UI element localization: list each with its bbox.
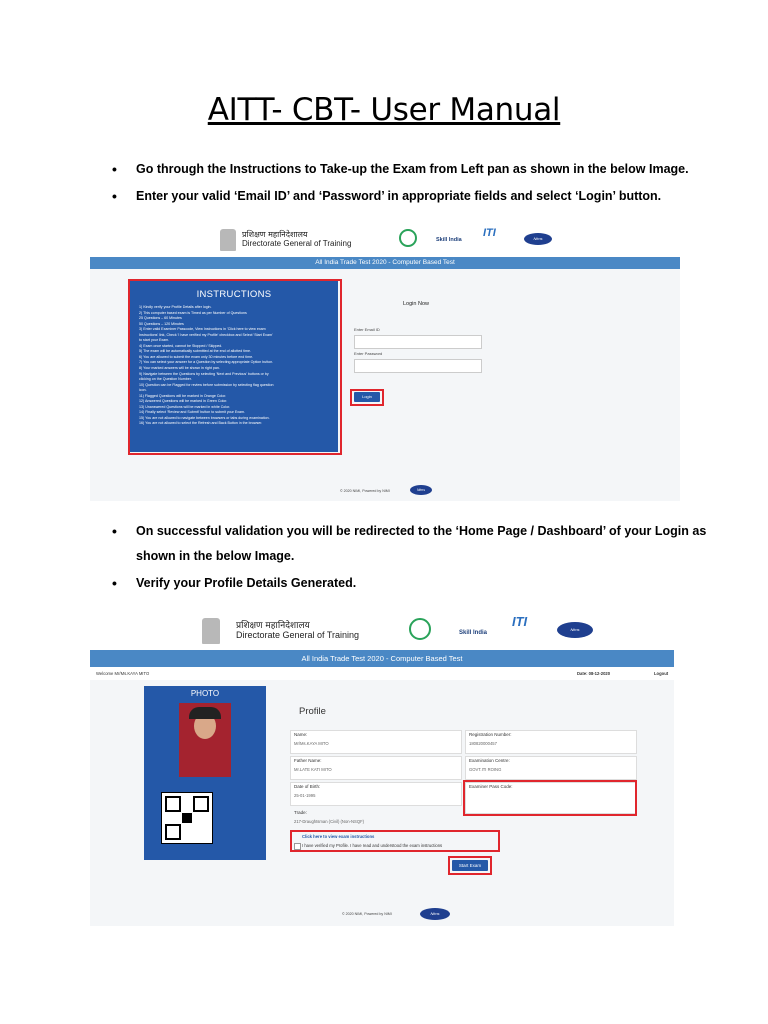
instruction-line: 4) Exam once started, cannot be Stopped / Skipped. — [139, 343, 223, 348]
highlight-box — [463, 780, 637, 816]
qr-code — [161, 792, 213, 844]
candidate-photo — [179, 703, 231, 777]
reg-value: 180820000457 — [469, 741, 497, 746]
instruction-line: 12) Answered Questions will be marked in Green Color. — [139, 399, 228, 404]
national-emblem-icon — [220, 229, 236, 251]
instruction-line: 15) You are not allowed to navigate between browsers or tabs during examination. — [139, 415, 270, 420]
bullet-item: • Go through the Instructions to Take-up the Exam from Left pan as shown in the below Image. — [112, 157, 712, 182]
highlight-box — [350, 389, 384, 406]
instruction-line: 7) You can select your answer for a Question by selecting appropriate Option button. — [139, 360, 274, 365]
photo-panel — [144, 686, 266, 860]
footer-text: © 2020 NIMI, Powered by NIMI — [340, 489, 390, 493]
password-label: Enter Password — [354, 351, 383, 356]
national-emblem-icon — [202, 618, 220, 644]
dgt-logo-icon — [399, 229, 417, 247]
nims-footer-logo: Nims — [410, 485, 432, 495]
instruction-line: 13) Unanswered Questions will be marked in white Color. — [139, 404, 231, 409]
skill-india-logo: Skill India — [436, 237, 462, 243]
instruction-line: 1) Kindly verify your Profile Details after login. — [139, 305, 212, 309]
trade-label: Trade: — [294, 810, 307, 815]
profile-title: Profile — [299, 706, 326, 717]
skill-india-logo: Skill India — [459, 630, 488, 636]
welcome-text: Welcome Mr/Ms.KAYA MITO — [96, 671, 150, 676]
logout-link[interactable]: Logout — [654, 671, 669, 676]
nims-logo: Nims — [557, 622, 593, 638]
father-value: Mr.LATE KATI MITO — [294, 767, 332, 772]
banner: All India Trade Test 2020 - Computer Based Test — [90, 650, 674, 667]
dgt-logo-icon — [409, 618, 431, 640]
centre-label: Examination Centre: — [469, 758, 510, 763]
dashboard-screenshot — [90, 610, 674, 926]
instruction-line: 25 Questions – 60 Minutes — [139, 316, 182, 321]
instruction-line: 14) Finally select 'Review and Submit' button to submit your Exam. — [139, 410, 246, 415]
login-button[interactable]: Login — [354, 392, 380, 402]
login-title: Login Now — [403, 301, 429, 307]
highlight-box — [128, 279, 342, 455]
instructions-title: INSTRUCTIONS — [196, 289, 272, 300]
trade-value: 217-Draughtsman (Civil) (Non-NSQF) — [294, 819, 365, 824]
bullet-item: • On successful validation you will be redirected to the ‘Home Page / Dashboard’ of your Login as shown in the below Image. — [112, 519, 712, 569]
instruction-line: clicking on the Question Number. — [139, 377, 192, 382]
nims-logo: Nims — [524, 233, 552, 245]
instruction-line: 2) This computer based exam is Timed as per Number of Questions — [139, 310, 247, 315]
instruction-line: Instructions' link, Check 'I have verified my Profile' checkbox and Select 'Start Exam' — [139, 332, 273, 337]
bullet-item: • Enter your valid ‘Email ID’ and ‘Password’ in appropriate fields and select ‘Login’ button. — [112, 184, 712, 209]
date-text: Date: 08-12-2020 — [577, 671, 611, 676]
instruction-line: 11) Flagged Questions will be marked in Orange Color. — [139, 393, 227, 398]
password-field[interactable] — [354, 359, 482, 373]
bullet-list-top — [112, 157, 712, 209]
dob-value: 25-01-1995 — [294, 793, 316, 798]
document-title: AITT- CBT- User Manual — [207, 92, 561, 128]
iti-logo: ITI — [483, 227, 496, 239]
instruction-line: 6) You are allowed to submit the exam only 30 minutes before end time. — [139, 354, 254, 359]
instruction-line: 10) Question can be Flagged for review before submission by selecting flag question — [139, 382, 274, 387]
highlight-box — [290, 830, 500, 852]
dob-label: Date of Birth: — [294, 784, 321, 789]
instruction-line: 8) Your marked answers will be shown in right pan. — [139, 366, 220, 371]
org-name: Directorate General of Training — [236, 630, 360, 640]
instruction-line: to start your Exam. — [139, 338, 170, 343]
instruction-line: 50 Questions – 120 Minutes — [139, 321, 184, 326]
reg-label: Registration Number: — [469, 732, 512, 737]
email-label: Enter Email ID — [354, 327, 380, 332]
nims-footer-logo: Nims — [420, 908, 450, 920]
name-value: Mr/Ms.KAYA MITO — [294, 741, 329, 746]
iti-logo: ITI — [512, 614, 528, 629]
highlight-box — [448, 856, 492, 875]
instruction-line: 3) Enter valid Examiner Passcode, View Instructions in 'Click here to view exam — [139, 327, 266, 332]
login-screenshot — [90, 223, 680, 501]
bullet-list-mid — [112, 519, 712, 596]
hindi-org-name: प्रशिक्षण महानिदेशालय — [236, 621, 310, 631]
org-name: Directorate General of Training — [242, 239, 352, 248]
header — [90, 610, 674, 650]
instruction-line: 16) You are not allowed to select the Refresh and Back Button in the browser. — [139, 421, 263, 426]
centre-value: GOVT.ITI ROING — [469, 767, 502, 772]
email-field[interactable] — [354, 335, 482, 349]
father-label: Father Name: — [294, 758, 322, 763]
instruction-line: 9) Navigate between the Questions by selecting 'Next and Previous' buttons or by — [139, 371, 269, 376]
hindi-org-name: प्रशिक्षण महानिदेशालय — [242, 230, 308, 239]
photo-label: PHOTO — [190, 689, 220, 698]
instruction-line: icon. — [139, 388, 147, 393]
verify-text: I have verified my Profile. I have read and understood the exam instructions — [302, 843, 443, 848]
banner: All India Trade Test 2020 - Computer Based Test — [90, 257, 680, 269]
passcode-label: Examiner Pass Code: — [469, 784, 513, 789]
header — [90, 223, 680, 257]
instruction-line: 5) The exam will be automatically submitted at the end of allotted time. — [139, 349, 251, 354]
bullet-item: • Verify your Profile Details Generated. — [112, 571, 712, 596]
footer-text: © 2020 NIMI, Powered by NIMI — [342, 912, 392, 916]
start-exam-button[interactable]: Start Exam — [452, 860, 488, 871]
instructions-link[interactable]: Click here to view exam instructions — [302, 834, 375, 839]
name-label: Name: — [294, 732, 308, 737]
